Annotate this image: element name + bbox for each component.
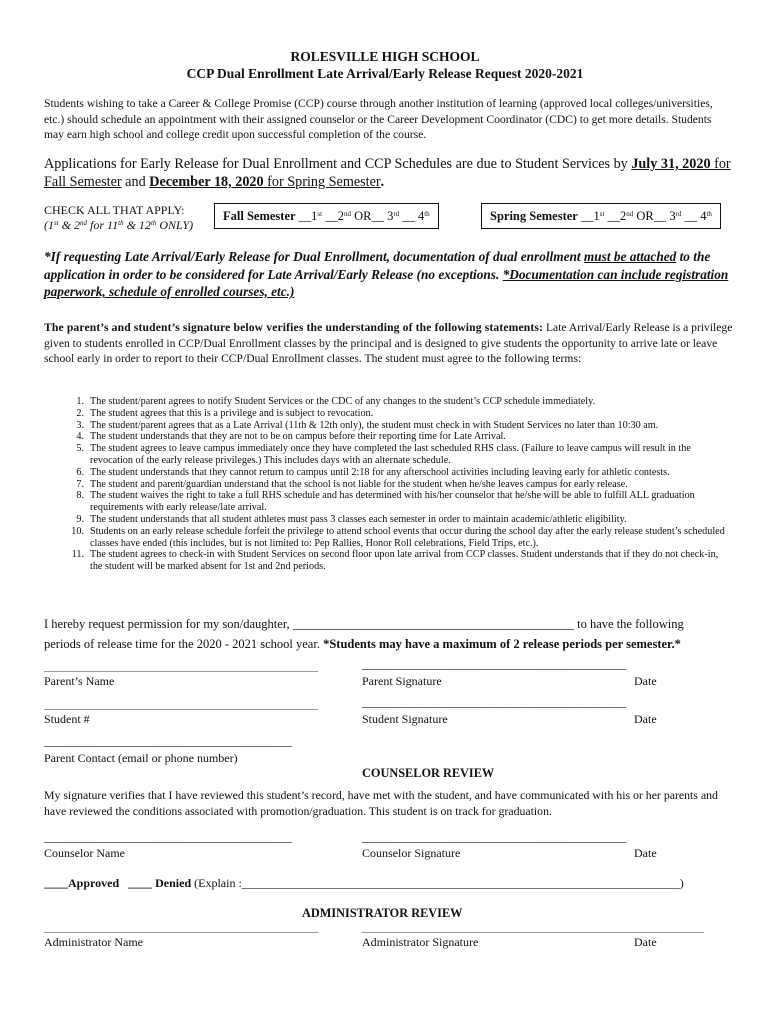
list-item: 1. The student/parent agrees to notify Student Services or the CDC of any changes to the student’s CCP schedule immediately. <box>76 396 596 407</box>
fall-semester-checkbox-group[interactable]: Fall Semester __1st __2nd OR__ 3rd __ 4th <box>214 203 439 229</box>
counselor-signature-label: Counselor Signature <box>362 846 461 860</box>
form-title: CCP Dual Enrollment Late Arrival/Early Release Request 2020-2021 <box>186 66 584 81</box>
parent-contact-label: Parent Contact (email or phone number) <box>44 751 238 765</box>
admin-date-label: Date <box>634 935 657 949</box>
counselor-review-heading: COUNSELOR REVIEW <box>362 766 495 780</box>
administrator-review-heading: ADMINISTRATOR REVIEW <box>302 906 463 920</box>
student-number-label: Student # <box>44 712 90 726</box>
parent-contact-line[interactable]: _____________________________________________ <box>44 734 292 748</box>
student-date-label: Date <box>634 712 657 726</box>
student-number-line[interactable] <box>44 709 318 710</box>
student-name-field[interactable]: I hereby request permission for my son/daughter, _____________________________________________ to have the following <box>44 617 684 631</box>
admin-signature-label: Administrator Signature <box>362 935 479 949</box>
admin-signature-line[interactable] <box>362 932 704 933</box>
applications-deadline: Applications for Early Release for Dual Enrollment and CCP Schedules are due to Student Services by July 31, 2020 for Fall Semester and December 18, 2020 for Spring Semester. <box>44 156 731 190</box>
spring-deadline-date: December 18, 2020 <box>149 174 264 190</box>
fall-deadline-date: July 31, 2020 <box>631 156 711 172</box>
counselor-date-label: Date <box>634 846 657 860</box>
admin-name-label: Administrator Name <box>44 935 143 949</box>
list-item: 10. Students on an early release schedule forfeit the privilege to attend school events that occur during the school day after the early release student’s scheduled classes have ended (this includes, but is not limited to: Pep Rallies, Honor Roll celebrations, Field Trips, etc.). <box>71 525 725 549</box>
counselor-name-label: Counselor Name <box>44 846 125 860</box>
parent-name-line[interactable] <box>44 671 318 672</box>
spring-semester-checkbox-group[interactable]: Spring Semester __1st __2nd OR__ 3rd __ 4th <box>481 203 721 229</box>
explain-field[interactable]: (Explain :_________________________________________________________________________) <box>191 876 684 890</box>
counselor-signature-line[interactable]: ________________________________________________ <box>362 830 626 844</box>
list-item: 2. The student agrees that this is a privilege and is subject to revocation. <box>76 407 374 419</box>
list-item: 11. The student agrees to check-in with Student Services on second floor upon late arrival from CCP classes. Student understands that if they do not check-in, the student will be marked absent for 1st and 2nd periods. <box>71 549 719 573</box>
denied-checkbox[interactable]: ____ Denied <box>128 876 192 890</box>
documentation-note: *If requesting Late Arrival/Early Release for Dual Enrollment, documentation of dual enrollment must be attached to the application in order to be considered for Late Arrival/Early Release (no exceptions. *Documentation can include registration paperwork, schedule of enrolled courses, etc.) <box>44 249 729 299</box>
parent-signature-label: Parent Signature <box>362 674 442 688</box>
parent-name-label: Parent’s Name <box>44 674 115 688</box>
approved-checkbox[interactable]: ____Approved <box>44 876 120 890</box>
counselor-name-line[interactable]: _____________________________________________ <box>44 830 292 844</box>
student-signature-label: Student Signature <box>362 712 448 726</box>
parent-signature-line[interactable]: ________________________________________________ <box>362 657 626 671</box>
school-name: ROLESVILLE HIGH SCHOOL <box>290 49 480 64</box>
approval-row <box>44 876 684 891</box>
intro-paragraph: Students wishing to take a Career & College Promise (CCP) course through another institution of learning (approved local colleges/universities, etc.) should schedule an appointment with their assigned counselor or the Career Development Coordinator (CDC) to get more details. Students may earn high school and college credit upon successful completion of the course. <box>44 97 713 141</box>
check-grade-note: (1st & 2nd for 11th & 12th ONLY) <box>44 218 194 232</box>
list-item: 3. The student/parent agrees that as a Late Arrival (11th & 12th only), the student must check in with Student Services no later than 10:30 am. <box>76 419 659 431</box>
list-item: 7. The student and parent/guardian understand that the school is not liable for the student when he/she leaves campus for early release. <box>76 478 628 490</box>
permission-request: I hereby request permission for my son/daughter, _____________________________________________ to have the following periods of release time for the 2020 - 2021 school year. *Students may have a maximum of 2 release periods per semester.* <box>44 614 734 654</box>
statements-list <box>66 396 726 573</box>
terms-paragraph: The parent’s and student’s signature below verifies the understanding of the following statements: Late Arrival/Early Release is a privilege given to students enrolled in CCP/Dual Enrollment classes by the principal and is designed to give students the opportunity to arrive late or leave school early in order to report to their CCP/Dual Enrollment classes. The student must agree to the following terms: <box>44 321 733 365</box>
list-item: 4. The student understands that they are not to be on campus before their reporting time for Late Arrival. <box>76 431 506 443</box>
counselor-verify-text: My signature verifies that I have reviewed this student’s record, have met with the student, and have communicated with his or her parents and have reviewed the conditions associated with promotion/graduation. This student is on track for graduation. <box>44 788 718 818</box>
list-item: 8. The student waives the right to take a full RHS schedule and has determined with his/her counselor that he/she will be able to fulfill ALL graduation requirements with early release/late arrival. <box>76 490 695 514</box>
check-all-label: CHECK ALL THAT APPLY: (1st & 2nd for 11th & 12th ONLY) <box>44 203 194 232</box>
list-item: 5. The student agrees to leave campus immediately once they have completed the last scheduled RHS class. (Failure to leave campus will result in the revocation of the early release privileges.) This includes days with an alternate schedule. <box>76 443 691 466</box>
student-signature-line[interactable]: ________________________________________________ <box>362 695 626 709</box>
list-item: 9. The student understands that all student athletes must pass 3 classes each semester in order to maintain academic/athletic eligibility. <box>76 513 627 525</box>
parent-date-label: Date <box>634 674 657 688</box>
admin-name-line[interactable] <box>44 932 318 933</box>
list-item: 6. The student understands that they cannot return to campus until 2:18 for any afterschool activities including leaving early for athletic contests. <box>76 466 670 478</box>
